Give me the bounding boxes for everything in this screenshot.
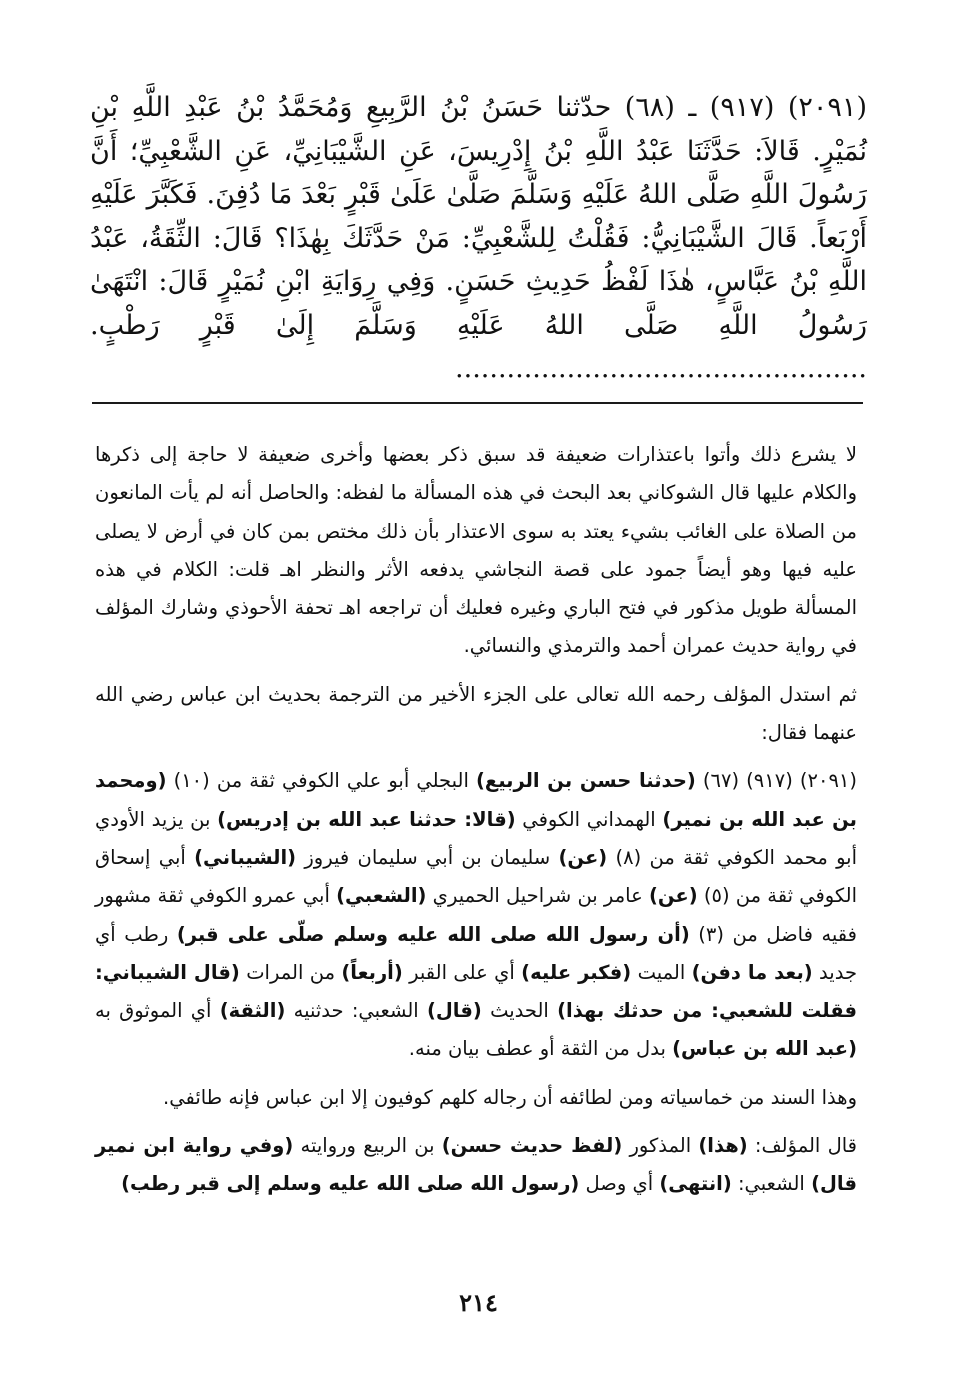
page-number: ٢١٤ xyxy=(459,1288,498,1317)
bold-quote: (أربعاً) xyxy=(341,960,403,984)
commentary-paragraph-5 xyxy=(95,1127,857,1204)
bold-quote: (قال الشيباني: فقلت للشعبي: من حدثك بهذا) xyxy=(95,960,858,1023)
commentary-paragraph-4: وهذا السند من خماسياته ومن لطائفه أن رجاله كلهم كوفيون إلا ابن عباس فإنه طائفي. xyxy=(163,1085,857,1109)
bold-quote: (لفظ حديث حسن) xyxy=(441,1134,623,1158)
plain-text: (٢٠٩١) (٩١٧) (٦٧) xyxy=(695,769,858,793)
plain-text: من المرات xyxy=(239,960,342,984)
bold-quote: (عن) xyxy=(558,845,608,869)
plain-text: المذكور xyxy=(622,1134,699,1158)
commentary-block xyxy=(95,436,857,1214)
bold-quote: (قال) xyxy=(426,999,482,1023)
plain-text: الشعبي: xyxy=(731,1172,812,1196)
plain-text: الحديث xyxy=(481,999,558,1023)
plain-text: سليمان بن أبي سليمان فيروز xyxy=(296,845,559,869)
bold-quote: (أن رسول الله صلى الله عليه وسلم صلّى على قبر) xyxy=(176,922,690,946)
bold-quote: (حدثنا حسن بن الربيع) xyxy=(475,769,696,793)
bold-quote: (الثقة) xyxy=(219,999,286,1023)
plain-text: عامر بن شراحيل الحميري xyxy=(426,884,649,908)
bold-quote: (قالا: حدثنا عبد الله بن إدريس) xyxy=(217,807,516,831)
bold-quote: (ومحمد بن عبد الله بن نمير) xyxy=(95,769,857,831)
commentary-paragraph-1: لا يشرع ذلك وأتوا باعتذارات ضعيفة قد سبق ذكر بعضها وأخرى ضعيفة لا حاجة إلى ذكرها والكلام عليها قال الشوكاني بعد البحث في هذه المسألة ما لفظه: والحاصل أنه لم يأت المانعون من الصلاة على الغائب بشيء يعتد به سوى الاعتذار بأن ذلك مختص بمن كان في أرض لا يصلى عليه فيها وهو أيضاً جمود على قصة النجاشي يدفعه الأثر والنظر اهـ قلت: الكلام في هذه المسألة طويل مذكور في فتح الباري وغيره فعليك أن تراجعه اهـ تحفة الأحوذي وشارك المؤلف في رواية حديث عمران أحمد والترمذي والنسائي. xyxy=(95,443,857,658)
bold-quote: (الشعبي) xyxy=(336,884,427,908)
plain-text: قال المؤلف: xyxy=(747,1134,857,1158)
commentary-paragraph-3 xyxy=(95,762,857,1068)
bold-quote: (عبد الله بن عباس) xyxy=(672,1037,857,1061)
bold-quote: (بعد ما دفن) xyxy=(691,960,813,984)
bold-quote: (فكبر عليه) xyxy=(521,960,632,984)
bold-quote: (انتهى) xyxy=(659,1172,732,1196)
plain-text: أي وصل xyxy=(579,1172,660,1196)
plain-text: بدل من الثقة أو عطف بيان منه. xyxy=(408,1037,673,1061)
plain-text: الشعبي: حدثنيه xyxy=(285,999,427,1023)
bold-quote: (الشيباني) xyxy=(194,845,297,869)
plain-text: أبي إسحاق الكوفي ثقة من (٥) xyxy=(95,845,858,908)
bold-quote: (وفي رواية ابن نمير قال) xyxy=(95,1134,857,1196)
footnote-divider xyxy=(92,402,863,404)
bold-quote: (رسول الله صلى الله عليه وسلم إلى قبر رطب) xyxy=(121,1172,580,1196)
plain-text: بن يزيد الأودي أبو محمد الكوفي ثقة من (٨) xyxy=(95,807,857,869)
plain-text: أي الموثوق به xyxy=(95,999,220,1023)
plain-text: الميت xyxy=(631,960,692,984)
bold-quote: (عن) xyxy=(648,884,698,908)
plain-text: الهمداني الكوفي xyxy=(515,807,663,831)
bold-quote: (هذا) xyxy=(698,1134,748,1158)
plain-text: رطب أي جديد xyxy=(95,922,858,984)
commentary-paragraph-2: ثم استدل المؤلف رحمه الله تعالى على الجزء الأخير من الترجمة بحديث ابن عباس رضي الله عنهما فقال: xyxy=(95,682,857,745)
plain-text: أي على القبر xyxy=(402,960,522,984)
hadith-text-block xyxy=(90,86,867,391)
hadith-text: (٢٠٩١) (٩١٧) ـ (٦٨) حدّثنا حَسَنُ بْنُ الرَّبِيعِ وَمُحَمَّدُ بْنُ عَبْدِ اللَّهِ بْنِ نُمَيْرٍ. قَالاَ: حَدَّثَنَا عَبْدُ اللَّهِ بْنُ إِدْرِيسَ، عَنِ الشَّيْبَانِيِّ، عَنِ الشَّعْبِيِّ؛ أَنَّ رَسُولَ اللَّهِ صَلَّى اللهُ عَلَيْهِ وَسَلَّمَ صَلَّىٰ عَلَىٰ قَبْرٍ بَعْدَ مَا دُفِنَ. فَكَبَّرَ عَلَيْهِ أَرْبَعاً. قَالَ الشَّيْبَانِيُّ: فَقُلْتُ لِلشَّعْبِيِّ: مَنْ حَدَّثَكَ بِهٰذَا؟ قَالَ: الثِّقَةُ، عَبْدُ اللَّهِ بْنُ عَبَّاسٍ، هٰذَا لَفْظُ حَدِيثِ حَسَنٍ. وَفِي رِوَايَةِ ابْنِ نُمَيْرٍ قَالَ: انْتَهَىٰ رَسُولُ اللَّهِ صَلَّى اللهُ عَلَيْهِ وَسَلَّمَ إِلَىٰ قَبْرٍ رَطْبٍ. ................................................ xyxy=(90,92,867,384)
plain-text: البجلي أبو علي الكوفي ثقة من (١٠) xyxy=(166,769,476,793)
plain-text: بن الربيع وروايته xyxy=(293,1134,442,1158)
plain-text: أبي عمرو الكوفي ثقة مشهور فقيه فاضل من (٣) xyxy=(95,884,857,946)
